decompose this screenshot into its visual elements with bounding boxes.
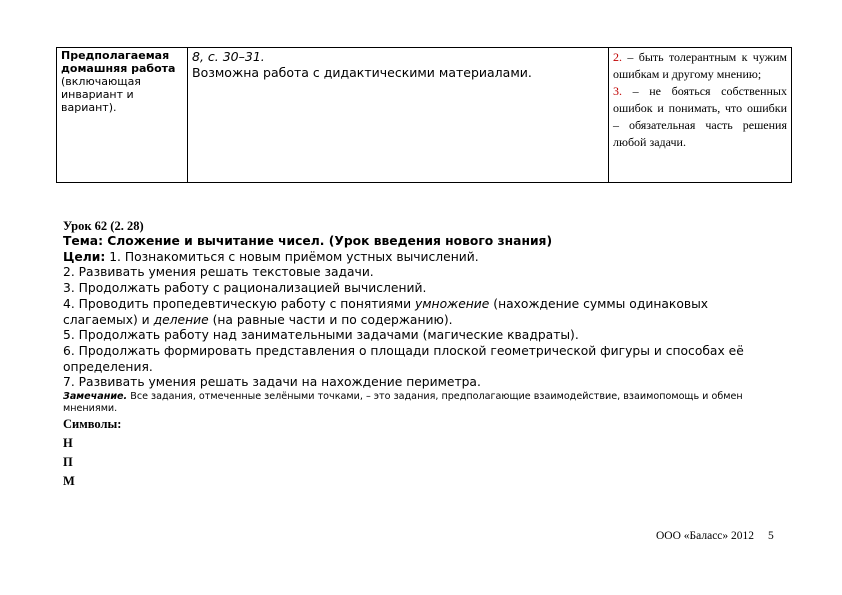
homework-content-cell	[188, 48, 609, 183]
symbol-p: П	[63, 455, 73, 470]
goal-4-term-division: деление	[153, 312, 209, 327]
homework-row	[57, 48, 792, 183]
goal-4-b: (нахождение суммы одинаковых слагаемых) и	[63, 296, 709, 327]
goal-1-text: 1. Познакомиться с новым приёмом устных вычислений.	[105, 249, 479, 264]
goal-1	[63, 250, 783, 266]
goal-7: 7. Развивать умения решать задачи на нахождение периметра.	[63, 375, 481, 390]
footer-publisher: ООО «Баласс» 2012	[656, 530, 755, 542]
note-label: Замечание.	[63, 391, 128, 403]
value-item-2-text: – быть толерантным к чужим ошибкам и другому мнению;	[613, 50, 787, 81]
homework-label-note: (включающая инвариант и вариант).	[61, 75, 141, 114]
goal-2: 2. Развивать умения решать текстовые задачи.	[63, 265, 374, 280]
lesson-topic	[63, 234, 783, 250]
value-item-2-num: 2.	[613, 50, 622, 64]
goal-4-term-multiplication: умножение	[415, 296, 490, 311]
value-item-3-num: 3.	[613, 84, 622, 98]
goal-3: 3. Продолжать работу с рационализацией вычислений.	[63, 281, 427, 296]
symbol-n: Н	[63, 436, 73, 451]
lesson-header: Урок 62 (2. 28)	[63, 219, 144, 233]
page-number: 5	[768, 530, 774, 542]
topic-label: Тема:	[63, 234, 103, 248]
note-text: Все задания, отмеченные зелёными точками, – это задания, предполагающие взаимодействие, взаимопомощь и обмен мнениями.	[63, 391, 743, 415]
lesson-section	[63, 218, 783, 491]
page-footer	[656, 530, 774, 542]
homework-table	[56, 47, 792, 183]
goal-5: 5. Продолжать работу над занимательными задачами (магические квадраты).	[63, 328, 579, 343]
goals-label: Цели:	[63, 249, 106, 264]
goal-4-a: 4. Проводить пропедевтическую работу с понятиями	[63, 296, 415, 311]
goal-6: 6. Продолжать формировать представления о площади плоской геометрической фигуры и способах её определения.	[63, 343, 744, 374]
symbol-m: М	[63, 474, 75, 489]
symbols-label: Символы:	[63, 417, 122, 432]
value-item-2	[613, 49, 787, 83]
values-cell	[609, 48, 792, 183]
goal-4-c: (на равные части и по содержанию).	[208, 312, 453, 327]
homework-pages: 8, с. 30–31.	[192, 49, 265, 64]
goal-4	[63, 297, 783, 328]
topic-text: Сложение и вычитание чисел. (Урок введения нового знания)	[103, 234, 553, 248]
homework-label: Предполагаемая домашняя работа	[61, 49, 176, 75]
lesson-note	[63, 391, 783, 415]
value-item-3	[613, 83, 787, 151]
homework-text: Возможна работа с дидактическими материалами.	[192, 65, 532, 80]
homework-label-cell	[57, 48, 188, 183]
value-item-3-text: – не бояться собственных ошибок и понимать, что ошибки – обязательная часть решения любой задачи.	[613, 84, 787, 149]
